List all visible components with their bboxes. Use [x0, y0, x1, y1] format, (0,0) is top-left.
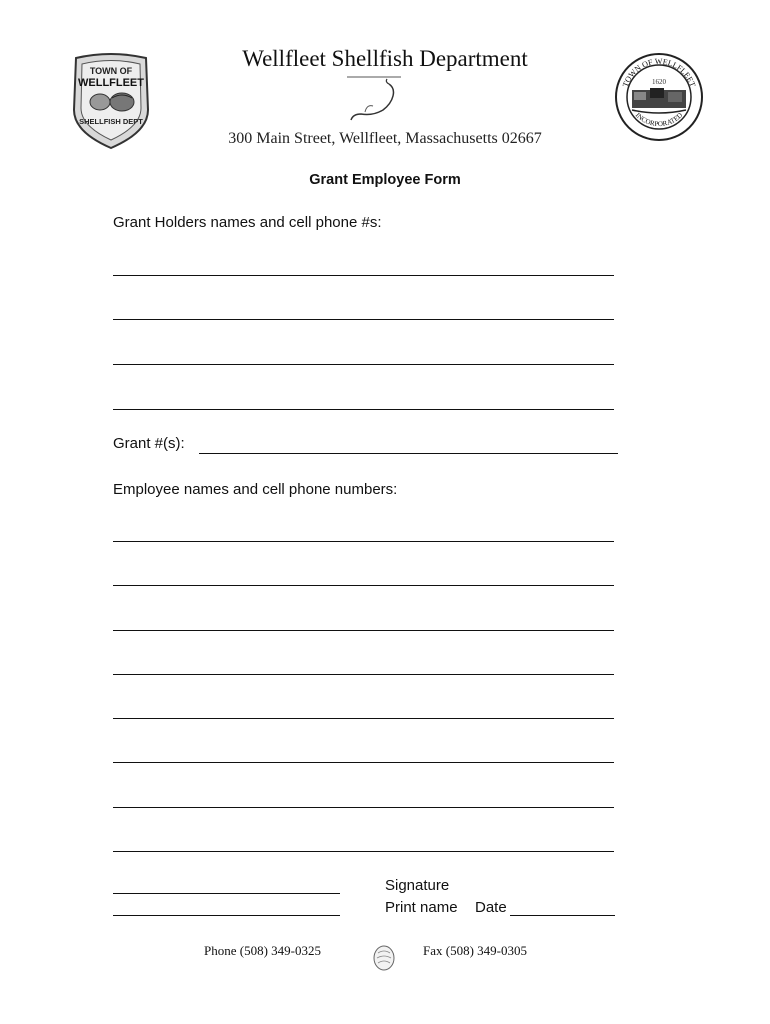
grant-holder-line-1[interactable]	[113, 275, 614, 276]
footer-fax: Fax (508) 349-0305	[423, 943, 527, 958]
grant-holder-line-4[interactable]	[113, 409, 614, 410]
employee-line-2[interactable]	[113, 585, 614, 586]
form-title: Grant Employee Form	[309, 172, 461, 188]
employee-line-7[interactable]	[113, 807, 614, 808]
svg-text:1620: 1620	[652, 78, 666, 86]
grant-holder-line-3[interactable]	[113, 364, 614, 365]
svg-text:TOWN OF: TOWN OF	[89, 66, 133, 76]
employee-line-6[interactable]	[113, 762, 614, 763]
shell-emblem-icon	[372, 943, 396, 973]
svg-text:INCORPORATED: INCORPORATED	[633, 111, 685, 129]
employee-line-3[interactable]	[113, 630, 614, 631]
print-name-label: Print name	[385, 899, 458, 916]
department-address: 300 Main Street, Wellfleet, Massachusetts 02667	[228, 130, 542, 147]
employee-line-5[interactable]	[113, 718, 614, 719]
employee-line-1[interactable]	[113, 541, 614, 542]
grant-numbers-line[interactable]	[199, 453, 618, 454]
employee-line-4[interactable]	[113, 674, 614, 675]
grant-holders-label: Grant Holders names and cell phone #s:	[113, 214, 382, 231]
grant-holder-line-2[interactable]	[113, 319, 614, 320]
date-line[interactable]	[510, 915, 615, 916]
svg-text:WELLFLEET: WELLFLEET	[78, 77, 144, 89]
footer-phone: Phone (508) 349-0325	[204, 943, 321, 958]
date-label: Date	[475, 899, 507, 916]
signature-label: Signature	[385, 877, 450, 894]
department-title: Wellfleet Shellfish Department	[242, 46, 528, 71]
print-name-line[interactable]	[113, 915, 340, 916]
town-seal-icon	[614, 52, 704, 142]
cape-cod-map-icon	[343, 74, 405, 126]
svg-text:SHELLFISH DEPT: SHELLFISH DEPT	[79, 117, 143, 126]
grant-numbers-label: Grant #(s):	[113, 435, 185, 452]
employees-label: Employee names and cell phone numbers:	[113, 481, 398, 498]
signature-line[interactable]	[113, 893, 340, 894]
svg-text:TOWN OF WELLFLEET: TOWN OF WELLFLEET	[620, 56, 698, 89]
employee-line-8[interactable]	[113, 851, 614, 852]
